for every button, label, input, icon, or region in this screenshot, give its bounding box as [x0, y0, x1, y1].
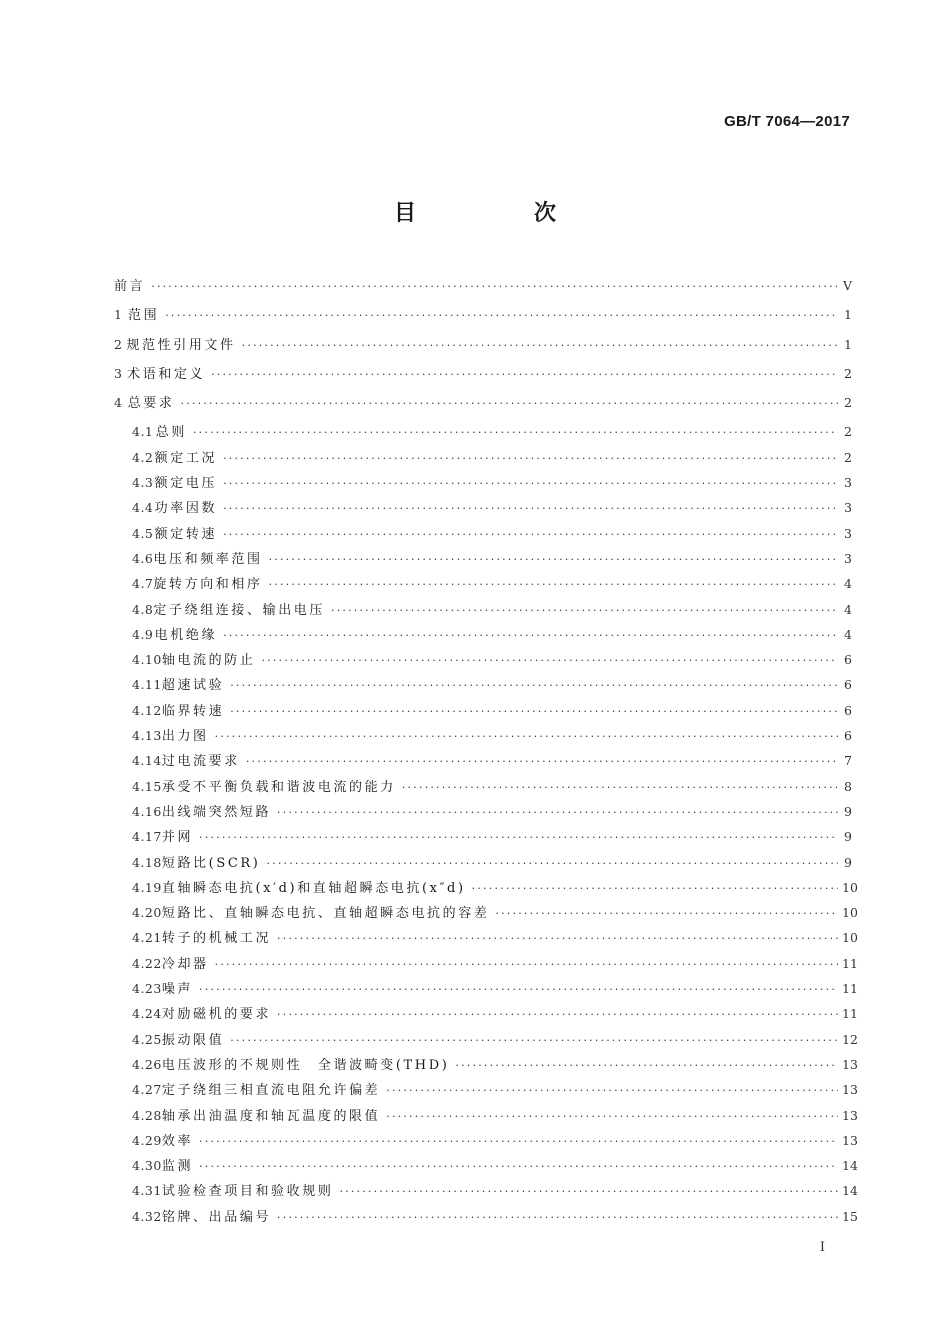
toc-entry-number: 4.18: [132, 854, 162, 870]
toc-entry-number: 4.21: [132, 930, 162, 946]
toc-entry[interactable]: [114, 854, 852, 879]
toc-entry-number: 4.17: [132, 829, 162, 845]
toc-entry[interactable]: [114, 1132, 858, 1157]
toc-entry-page: V: [842, 278, 852, 293]
toc-entry[interactable]: [114, 499, 852, 524]
toc-entry[interactable]: [114, 626, 852, 651]
toc-entry-page: 9: [844, 803, 852, 819]
toc-entry-number: 4.26: [132, 1056, 162, 1072]
toc-entry-page: 13: [842, 1132, 858, 1148]
toc-entry[interactable]: [114, 1107, 858, 1132]
toc-entry[interactable]: [114, 365, 852, 394]
toc-entry-label: 出力图: [161, 729, 209, 745]
toc-entry-label: 铭牌、出品编号: [161, 1209, 272, 1225]
toc-entry[interactable]: [114, 904, 858, 929]
toc-entry-label: 电机绝缘: [154, 627, 218, 643]
toc-entry-label: 转子的机械工况: [161, 931, 272, 947]
toc-entry-label: 功率因数: [154, 501, 218, 517]
page-title: 目 次: [393, 201, 604, 226]
toc-entry-label: 旋转方向和相序: [153, 577, 263, 593]
toc-entry-label: 电压波形的不规则性 全谐波畸变(THD): [161, 1057, 450, 1073]
dot-leader: [277, 804, 838, 822]
toc-entry-label: 过电流要求: [161, 754, 240, 770]
toc-entry-page: 7: [844, 753, 852, 769]
toc-entry-label: 规范性引用文件: [126, 337, 236, 353]
toc-entry-number: 4.13: [132, 728, 162, 744]
toc-entry[interactable]: [114, 423, 852, 448]
toc-entry-page: 2: [844, 424, 852, 440]
toc-entry-label: 术语和定义: [127, 366, 206, 382]
toc-entry-number: 4.19: [132, 879, 162, 895]
dot-leader: [193, 424, 838, 442]
toc-entry-page: 11: [842, 981, 858, 997]
toc-entry[interactable]: [114, 651, 852, 676]
toc-entry-number: 4.9: [132, 626, 154, 642]
toc-entry-label: 额定工况: [154, 450, 218, 466]
toc-entry-label: 直轴瞬态电抗(x′d)和直轴超瞬态电抗(x″d): [161, 880, 466, 896]
toc-entry-page: 8: [844, 778, 852, 794]
toc-entry-page: 13: [842, 1082, 858, 1098]
toc-entry-number: 4.2: [132, 449, 154, 465]
dot-leader: [386, 1108, 838, 1126]
toc-entry-page: 11: [842, 1006, 858, 1022]
toc-entry-label: 噪声: [161, 982, 194, 998]
toc-entry-page: 3: [844, 525, 852, 541]
toc-entry[interactable]: [114, 601, 852, 626]
dot-leader: [472, 880, 838, 898]
toc-entry[interactable]: [114, 955, 858, 980]
toc-entry-label: 短路比(SCR): [161, 855, 261, 871]
toc-entry-page: 14: [842, 1183, 858, 1199]
toc-entry-page: 10: [842, 905, 858, 921]
toc-entry[interactable]: [114, 449, 852, 474]
toc-entry-page: 13: [842, 1107, 858, 1123]
toc-entry-number: 4.15: [132, 778, 162, 794]
toc-entry-label: 电压和频率范围: [153, 551, 263, 567]
toc-entry-number: 4.23: [132, 981, 162, 997]
dot-leader: [269, 576, 838, 594]
toc-entry[interactable]: [114, 306, 852, 335]
toc-entry[interactable]: [114, 277, 852, 306]
toc-entry[interactable]: [114, 803, 852, 828]
toc-entry-label: 振动限值: [161, 1032, 225, 1048]
dot-leader: [223, 627, 838, 645]
toc-entry-number: 4.5: [132, 525, 154, 541]
toc-entry[interactable]: [114, 394, 852, 423]
toc-entry-label: 范围: [128, 308, 160, 324]
toc-entry-number: 4.20: [132, 905, 162, 921]
dot-leader: [199, 829, 838, 847]
toc-entry-page: 15: [842, 1208, 858, 1224]
toc-entry-page: 6: [844, 728, 852, 744]
dot-leader: [199, 981, 838, 999]
dot-leader: [230, 1032, 838, 1050]
toc-entry-page: 1: [844, 307, 852, 323]
toc-entry[interactable]: [114, 1208, 858, 1233]
toc-entry[interactable]: [114, 929, 858, 954]
toc-entry-label: 对励磁机的要求: [161, 1007, 272, 1023]
toc-entry[interactable]: [114, 727, 852, 752]
toc-entry-number: 4.7: [132, 576, 154, 592]
dot-leader: [223, 526, 838, 544]
toc-entry-number: 4.32: [132, 1208, 162, 1224]
toc-entry-number: 1: [114, 307, 123, 323]
dot-leader: [246, 753, 838, 771]
table-of-contents: [114, 277, 858, 1233]
toc-entry[interactable]: [114, 778, 852, 803]
dot-leader: [277, 930, 838, 948]
toc-entry[interactable]: [114, 525, 852, 550]
toc-entry-page: 11: [842, 955, 858, 971]
toc-entry-number: 4.27: [132, 1082, 162, 1098]
toc-entry-number: 4.24: [132, 1006, 162, 1022]
toc-entry-number: 4.11: [132, 677, 162, 693]
toc-entry-number: 4.14: [132, 753, 162, 769]
toc-entry-label: 冷却器: [161, 956, 209, 972]
toc-entry-label: 定子绕组三相直流电阻允许偏差: [161, 1083, 381, 1099]
toc-entry-label: 效率: [161, 1133, 194, 1149]
toc-entry-label: 定子绕组连接、输出电压: [153, 602, 325, 618]
dot-leader: [223, 450, 838, 468]
toc-entry-number: 4.12: [132, 702, 162, 718]
toc-entry[interactable]: [114, 1157, 858, 1182]
dot-leader: [242, 337, 838, 355]
toc-entry-page: 4: [844, 576, 852, 592]
dot-leader: [386, 1082, 838, 1100]
dot-leader: [495, 905, 838, 923]
toc-entry-page: 12: [842, 1031, 858, 1047]
toc-entry[interactable]: [114, 676, 852, 701]
toc-entry-number: 4.6: [132, 550, 154, 566]
toc-entry[interactable]: [114, 336, 852, 365]
toc-entry-page: 3: [844, 500, 852, 516]
dot-leader: [151, 278, 838, 296]
dot-leader: [165, 307, 838, 325]
toc-entry-label: 监测: [161, 1159, 194, 1175]
dot-leader: [215, 956, 838, 974]
toc-entry-number: 3: [114, 365, 123, 381]
toc-entry-label: 出线端突然短路: [161, 804, 272, 820]
toc-entry[interactable]: [114, 575, 852, 600]
dot-leader: [402, 779, 838, 797]
toc-entry-number: 4.30: [132, 1158, 162, 1174]
toc-entry-number: 4.3: [132, 475, 154, 491]
toc-entry-page: 4: [844, 626, 852, 642]
toc-entry-page: 3: [844, 550, 852, 566]
toc-entry-number: 4.10: [132, 652, 162, 668]
toc-entry[interactable]: [114, 980, 858, 1005]
toc-entry-label: 并网: [161, 830, 194, 846]
toc-entry-number: 4.8: [132, 601, 154, 617]
dot-leader: [339, 1183, 838, 1201]
toc-entry-label: 额定转速: [154, 526, 218, 542]
toc-entry-page: 10: [842, 879, 858, 895]
toc-entry-label: 短路比、直轴瞬态电抗、直轴超瞬态电抗的容差: [161, 906, 490, 922]
toc-entry-number: 4.22: [132, 955, 162, 971]
dot-leader: [223, 500, 838, 518]
dot-leader: [211, 366, 838, 384]
dot-leader: [181, 395, 838, 413]
toc-entry-number: 4.25: [132, 1031, 162, 1047]
standard-code: GB/T 7064—2017: [724, 113, 850, 130]
toc-entry-number: 4: [114, 395, 123, 411]
toc-entry-label: 总要求: [127, 396, 175, 412]
dot-leader: [215, 728, 838, 746]
toc-entry-label: 前言: [114, 279, 146, 294]
toc-entry-label: 额定电压: [154, 476, 218, 492]
toc-entry[interactable]: [114, 879, 858, 904]
toc-entry-page: 9: [844, 829, 852, 845]
toc-entry[interactable]: [114, 752, 852, 777]
toc-entry-page: 6: [844, 702, 852, 718]
dot-leader: [269, 551, 838, 569]
dot-leader: [266, 855, 838, 873]
toc-entry-page: 4: [844, 601, 852, 617]
toc-entry-number: 4.4: [132, 500, 154, 516]
toc-entry-page: 2: [844, 449, 852, 465]
toc-entry-label: 临界转速: [161, 703, 225, 719]
toc-entry-number: 4.29: [132, 1132, 162, 1148]
toc-entry[interactable]: [114, 702, 852, 727]
dot-leader: [331, 602, 838, 620]
dot-leader: [199, 1158, 838, 1176]
dot-leader: [277, 1006, 838, 1024]
dot-leader: [261, 652, 838, 670]
dot-leader: [230, 677, 838, 695]
toc-entry[interactable]: [114, 1081, 858, 1106]
toc-entry-label: 承受不平衡负载和谐波电流的能力: [161, 779, 396, 795]
toc-entry-page: 2: [844, 395, 852, 411]
toc-entry[interactable]: [114, 1031, 858, 1056]
toc-entry-page: 13: [842, 1056, 858, 1072]
toc-entry[interactable]: [114, 1056, 858, 1081]
toc-entry-label: 总则: [155, 425, 187, 441]
dot-leader: [199, 1133, 838, 1151]
toc-entry[interactable]: [114, 1005, 858, 1030]
toc-entry-page: 1: [844, 336, 852, 352]
toc-entry-label: 轴承出油温度和轴瓦温度的限值: [161, 1108, 381, 1124]
toc-entry-number: 4.31: [132, 1183, 162, 1199]
toc-entry-page: 2: [844, 365, 852, 381]
toc-entry-page: 10: [842, 930, 858, 946]
toc-entry-number: 4.1: [132, 424, 154, 440]
toc-entry[interactable]: [114, 828, 852, 853]
toc-entry-page: 6: [844, 652, 852, 668]
toc-entry-label: 轴电流的防止: [161, 653, 256, 669]
toc-entry-page: 3: [844, 475, 852, 491]
dot-leader: [223, 475, 838, 493]
toc-entry-page: 14: [842, 1158, 858, 1174]
toc-entry-page: 9: [844, 854, 852, 870]
toc-entry-page: 6: [844, 677, 852, 693]
toc-entry[interactable]: [114, 474, 852, 499]
toc-entry-label: 超速试验: [161, 678, 225, 694]
toc-entry-number: 4.16: [132, 803, 162, 819]
footer-page-number: I: [819, 1240, 825, 1255]
toc-entry-label: 试验检查项目和验收规则: [161, 1184, 334, 1200]
dot-leader: [277, 1209, 838, 1227]
toc-entry[interactable]: [114, 550, 852, 575]
dot-leader: [230, 703, 838, 721]
toc-entry[interactable]: [114, 1182, 858, 1207]
toc-entry-number: 4.28: [132, 1107, 162, 1123]
toc-entry-number: 2: [114, 336, 123, 352]
dot-leader: [455, 1057, 838, 1075]
